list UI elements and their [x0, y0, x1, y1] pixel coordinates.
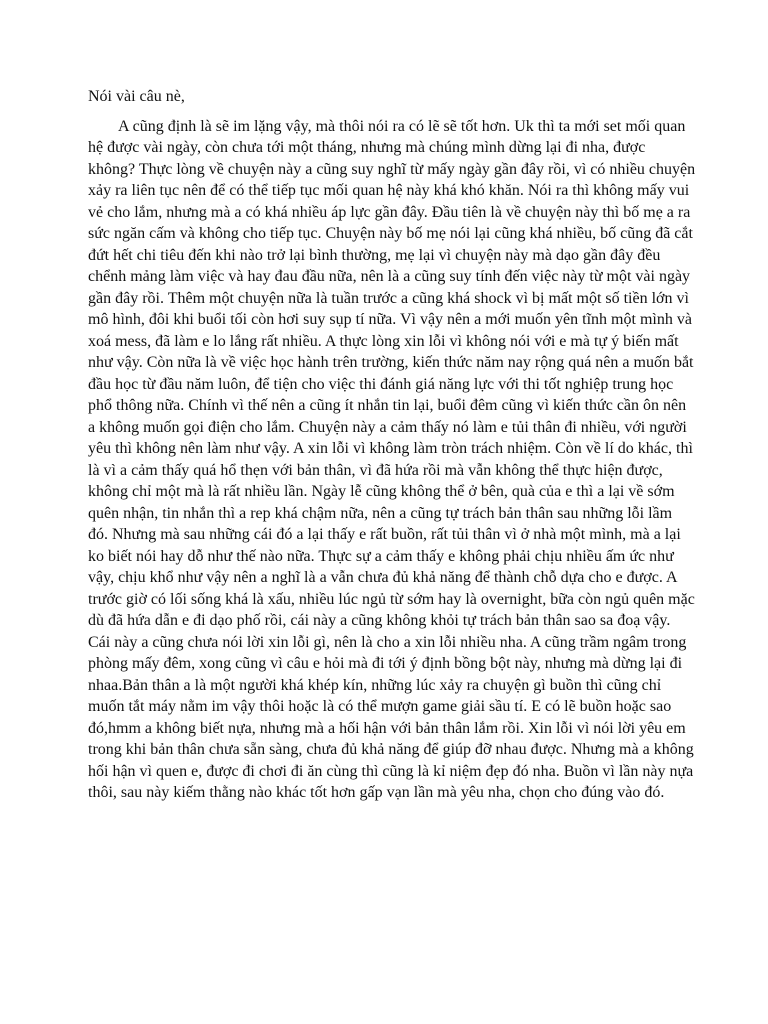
document-page — [88, 86, 696, 804]
letter-salutation: Nói vài câu nè, — [88, 88, 185, 105]
letter-body-paragraph: A cũng định là sẽ im lặng vậy, mà thôi nói ra có lẽ sẽ tốt hơn. Uk thì ta mới set mối quan hệ được vài ngày, còn chưa tới một tháng, nhưng mà chúng mình dừng lại đi nha, được không? Thực lòng về chuyện này a cũng suy nghĩ từ mấy ngày gần đây rồi, vì có nhiều chuyện xảy ra liên tục nên để có thể tiếp tục mối quan hệ này khá khó khăn. Nói ra thì không mấy vui vẻ cho lắm, nhưng mà a có khá nhiều áp lực gần đây. Đầu tiên là về chuyện này thì bố mẹ a ra sức ngăn cấm và không cho tiếp tục. Chuyện này bố mẹ nói lại cũng khá nhiều, bố cũng đã cắt đứt hết chi tiêu đến khi nào trở lại bình thường, mẹ lại vì chuyện này mà dạo gần đây đều chểnh mảng làm việc và hay đau đầu nữa, nên là a cũng suy tính đến việc này từ một vài ngày gần đây rồi. Thêm một chuyện nữa là tuần trước a cũng khá shock vì bị mất một số tiền lớn vì mô hình, đôi khi buổi tối còn hơi suy sụp tí nữa. Vì vậy nên a mới muốn yên tĩnh một mình và xoá mess, đã làm e lo lắng rất nhiều. A thực lòng xin lỗi vì không nói với e mà tự ý biến mất như vậy. Còn nữa là về việc học hành trên trường, kiến thức năm nay rộng quá nên a muốn bắt đầu học từ đầu năm luôn, để tiện cho việc thi đánh giá năng lực với thi tốt nghiệp trung học phổ thông nữa. Chính vì thế nên a cũng ít nhắn tin lại, buổi đêm cũng vì kiến thức cần ôn nên a không muốn gọi điện cho lắm. Chuyện này a cảm thấy nó làm e tủi thân đi nhiều, với người yêu thì không nên làm như vậy. A xin lỗi vì không làm tròn trách nhiệm. Còn về lí do khác, thì là vì a cảm thấy quá hổ thẹn với bản thân, vì đã hứa rồi mà vẫn không thể thực hiện được, không chỉ một mà là rất nhiều lần. Ngày lễ cũng không thể ở bên, quà của e thì a lại về sớm quên nhận, tin nhắn thì a rep khá chậm nữa, nên a cũng tự trách bản thân sau những lỗi lầm đó. Nhưng mà sau những cái đó a lại thấy e rất buồn, rất tủi thân vì ở nhà một mình, mà a lại ko biết nói hay dỗ như thế nào nữa. Thực sự a cảm thấy e không phải chịu nhiều ấm ức như vậy, chịu khổ như vậy nên a nghĩ là a vẫn chưa đủ khả năng để thành chỗ dựa cho e được. A trước giờ có lối sống khá là xấu, nhiều lúc ngủ từ sớm hay là overnight, bữa còn ngủ quên mặc dù đã hứa dẫn e đi dạo phố rồi, cái này a cũng không khỏi tự trách bản thân sao sa đoạ vậy. Cái này a cũng chưa nói lời xin lỗi gì, nên là cho a xin lỗi nhiều nha. A cũng trầm ngâm trong phòng mấy đêm, xong cũng vì câu e hỏi mà đi tới ý định bồng bột này, nhưng mà dừng lại đi nhaa.Bản thân a là một người khá khép kín, những lúc xảy ra chuyện gì buồn thì cũng chỉ muốn tắt máy nằm im vậy thôi hoặc là có thể mượn game giải sầu tí. E có lẽ buồn hoặc sao đó,hmm a không biết nựa, nhưng mà a hối hận với bản thân lắm rồi. Xin lỗi vì nói lời yêu em trong khi bản thân chưa sẵn sàng, chưa đủ khả năng để giúp đỡ nhau được. Nhưng mà a không hối hận vì quen e, được đi chơi đi ăn cùng thì cũng là kỉ niệm đẹp đó nha. Buồn vì lần này nựa thôi, sau này kiếm thằng nào khác tốt hơn gấp vạn lần mà yêu nha, chọn cho đúng vào đó. — [88, 117, 696, 801]
